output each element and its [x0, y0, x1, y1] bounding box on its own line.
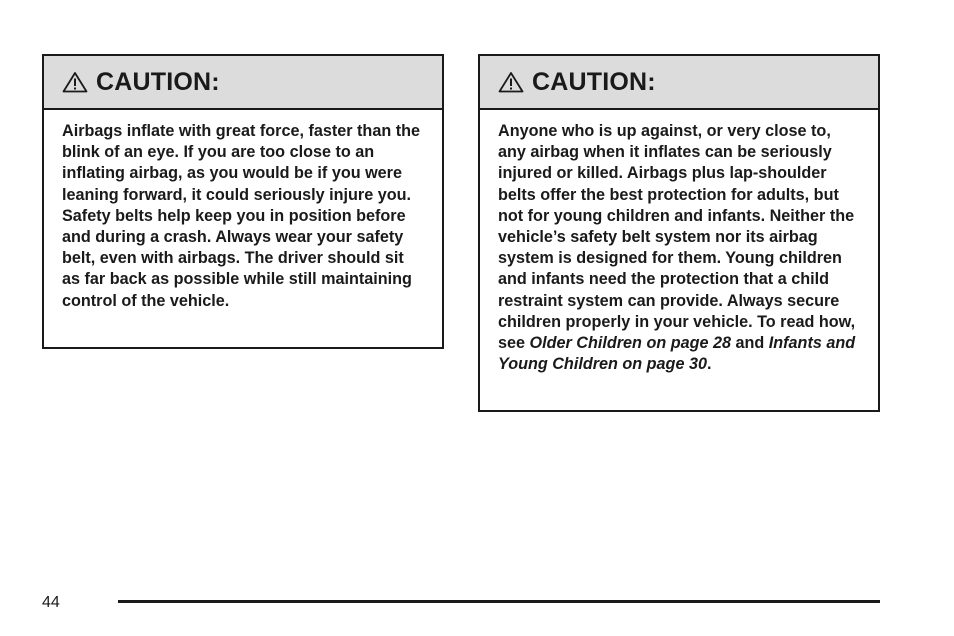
caution-box-child-safety	[478, 54, 880, 412]
caution-heading: CAUTION:	[532, 67, 656, 96]
caution-heading: CAUTION:	[96, 67, 220, 96]
footer-rule	[118, 600, 880, 603]
caution-header	[480, 56, 878, 110]
cross-reference-link[interactable]: Infants and Young Children on page 30	[498, 334, 856, 374]
caution-header	[44, 56, 442, 110]
caution-body	[44, 110, 442, 326]
caution-text: Airbags inflate with great force, faster than the blink of an eye. If you are too close to an inflating airbag, as you would be if you were leaning forward, it could seriously injure you. Safety belts help keep you in position before and during a crash. Always wear your safety belt, even with airbags. The driver should sit as far back as possible while still maintaining control of the vehicle.	[62, 122, 420, 310]
caution-body	[480, 110, 878, 389]
caution-box-airbag-force	[42, 54, 444, 349]
connector-text: and	[731, 334, 769, 353]
sentence-end: .	[706, 355, 712, 374]
caution-text	[498, 121, 860, 375]
warning-triangle-icon	[498, 71, 524, 93]
page-number: 44	[42, 594, 60, 611]
caution-text-main: Anyone who is up against, or very close to, any airbag when it inflates can be seriously injured or killed. Airbags plus lap-shoulder belts offer the best protection for adults, but not for young children and infants. Neither the vehicle’s safety belt system nor its airbag system is designed for them. Young children and infants need the protection that a child restraint system can provide. Always secure children properly in your vehicle. To read how, see	[498, 122, 856, 353]
warning-triangle-icon	[62, 71, 88, 93]
cross-reference-link[interactable]: Older Children on page 28	[529, 334, 731, 353]
